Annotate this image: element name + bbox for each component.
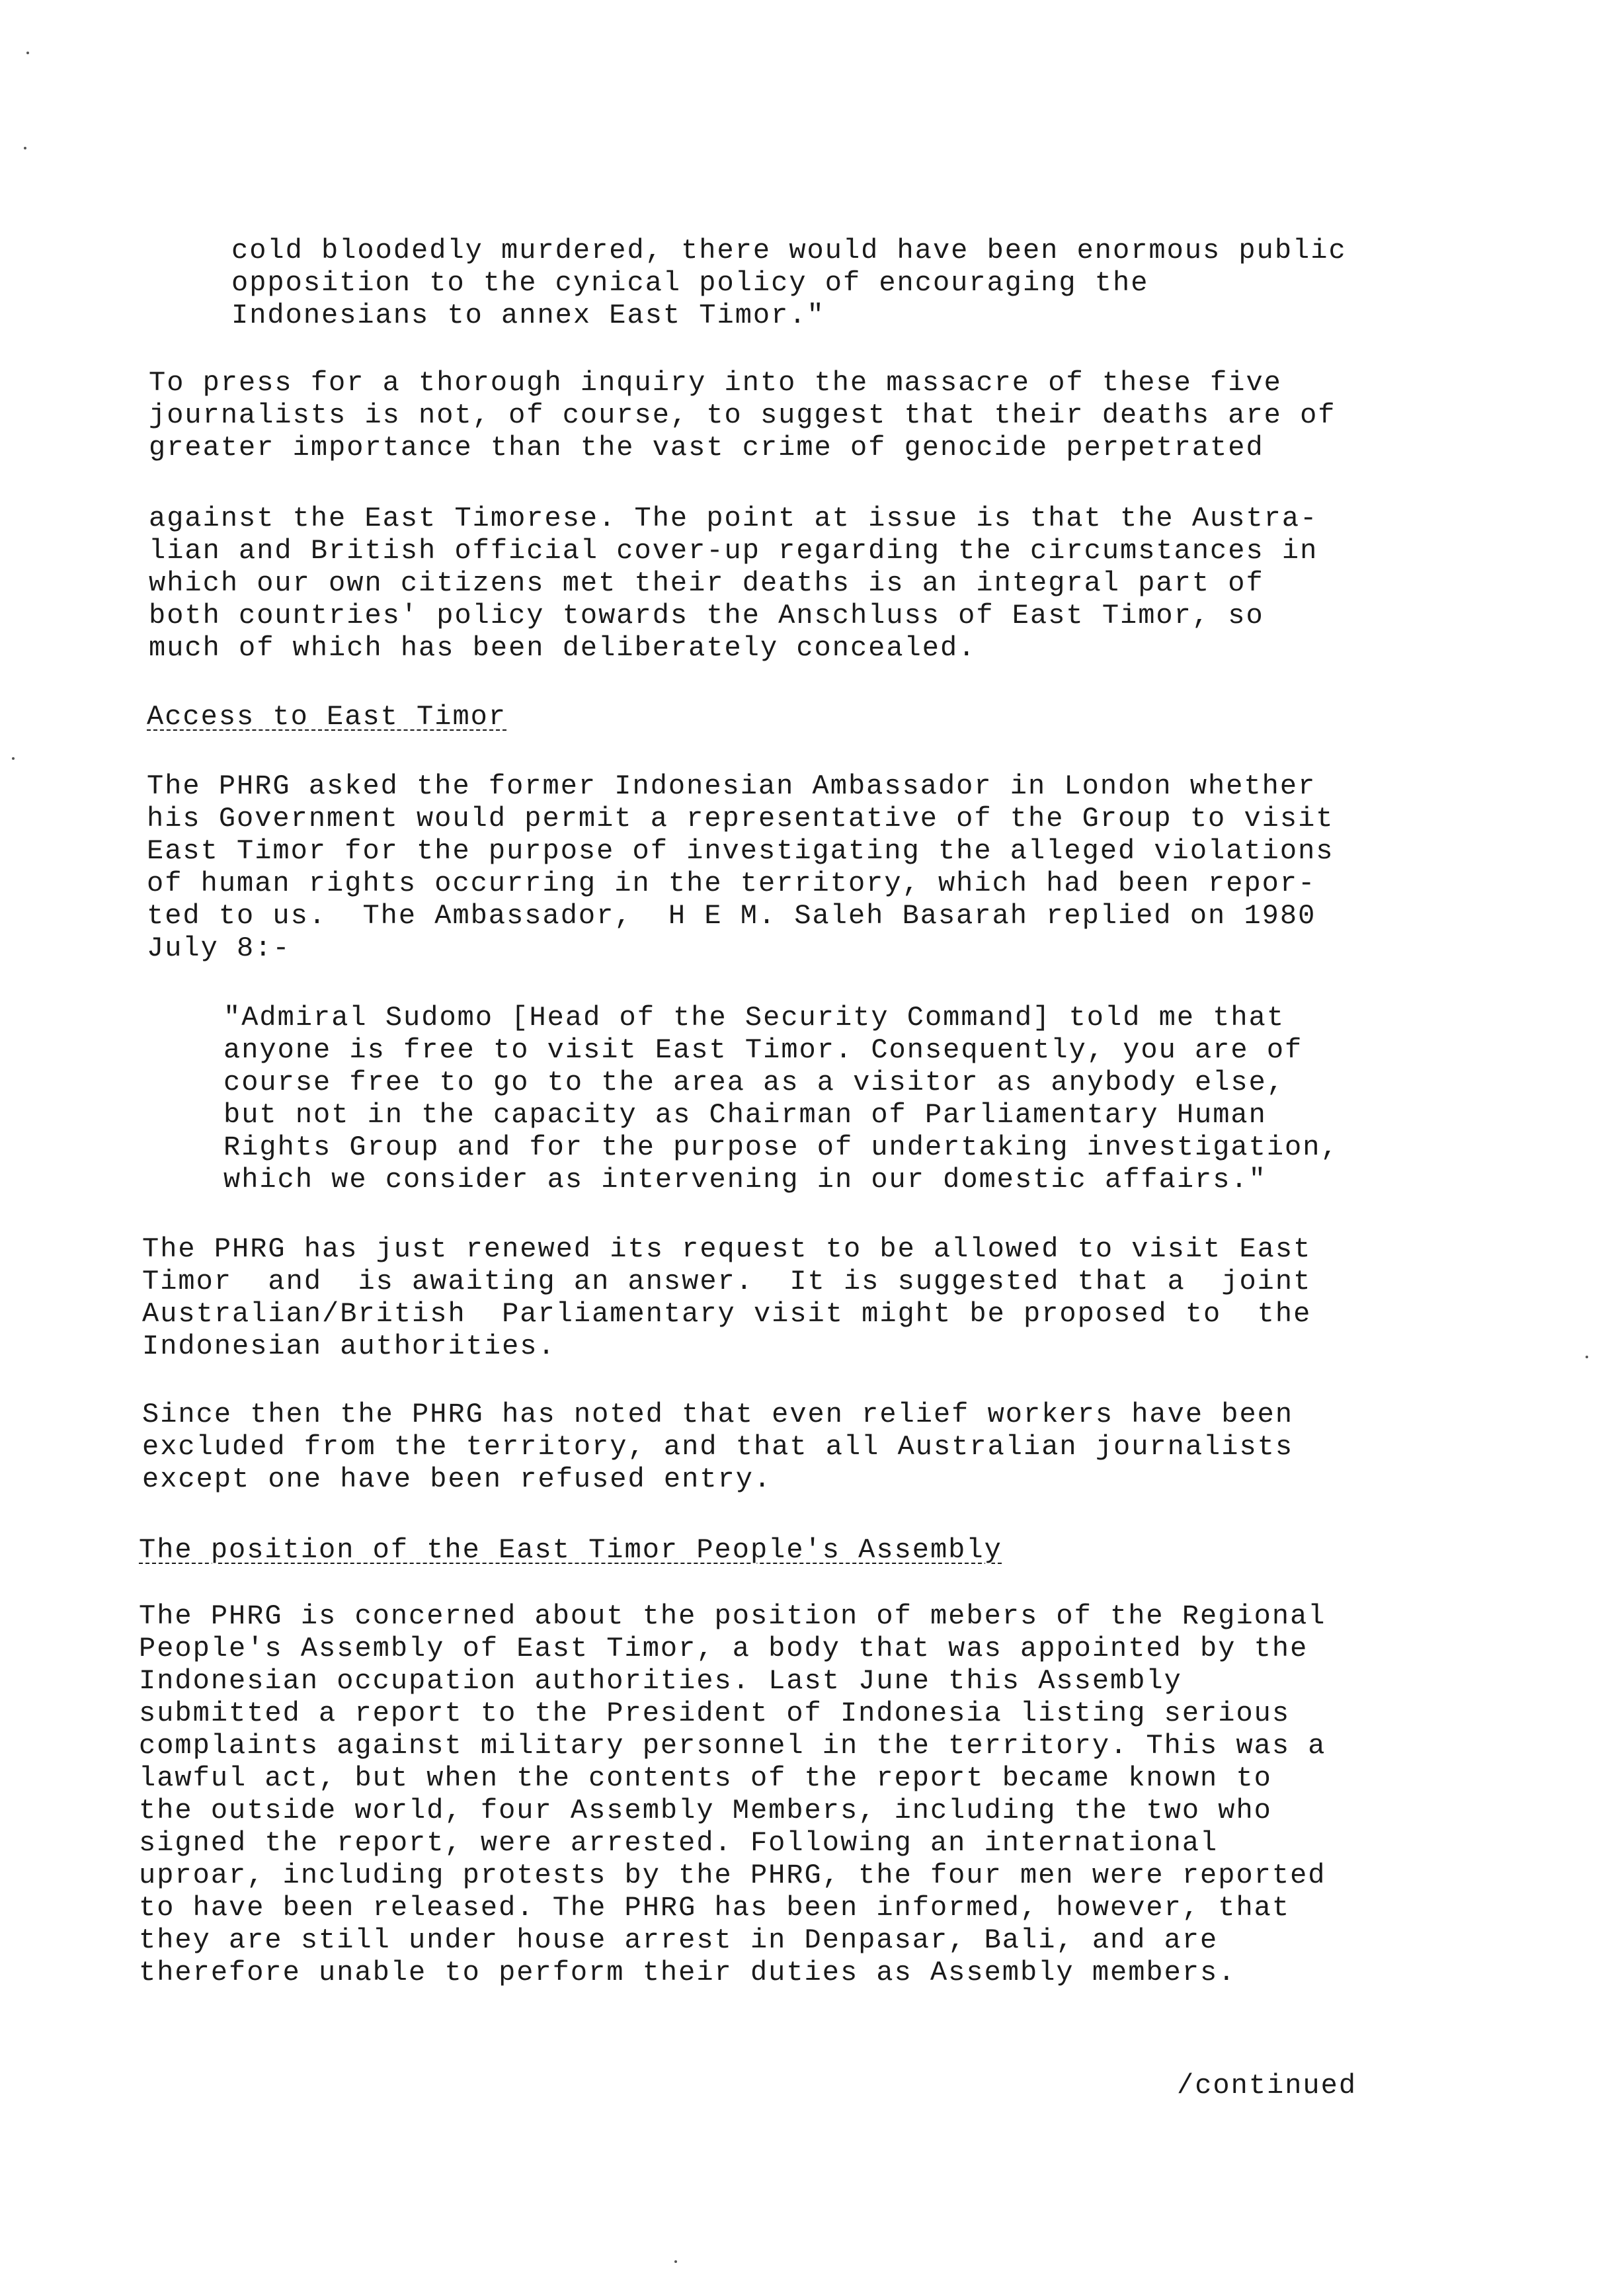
scan-speck — [26, 52, 29, 54]
scan-speck — [12, 757, 15, 760]
quote-continuation: cold bloodedly murdered, there would have been enormous public opposition to the cynical policy of encouraging the Indonesians to annex East Timor." — [231, 235, 1347, 331]
continued-marker: /continued — [1177, 2070, 1357, 2102]
heading-peoples-assembly: The position of the East Timor People's Assembly — [139, 1534, 1002, 1566]
scan-speck — [674, 2260, 677, 2263]
scan-speck — [24, 147, 26, 149]
paragraph-renewed-request: The PHRG has just renewed its request to be allowed to visit East Timor and is awaiting an answer. It is suggested that a joint Australian/British Parliamentary visit might be proposed to the Indonesian authorities. — [142, 1233, 1312, 1362]
scan-speck — [1586, 1356, 1588, 1358]
paragraph-ambassador-request: The PHRG asked the former Indonesian Ambassador in London whether his Government would permit a representative of the Group to visit East Timor for the purpose of investigating the alleged violations of human rights occurring in the territory, which had been repor- ted to us. The Ambassador, H E M. Saleh Basarah replied on 1980 July 8:- — [147, 770, 1334, 964]
heading-access-to-east-timor: Access to East Timor — [147, 701, 507, 733]
quote-admiral-sudomo: "Admiral Sudomo [Head of the Security Command] told me that anyone is free to visit East Timor. Consequently, you are of course free to go to the area as a visitor as anybody else, but not in the capacity as Chairman of Parliamentary Human Rights Group and for the purpose of undertaking investigation, which we consider as intervening in our domestic affairs." — [223, 1002, 1339, 1196]
paragraph-cover-up: against the East Timorese. The point at issue is that the Austra- lian and British official cover-up regarding the circumstances in which our own citizens met their deaths is an integral part of both countries' policy towards the Anschluss of East Timor, so much of which has been deliberately concealed. — [149, 503, 1318, 664]
paragraph-assembly: The PHRG is concerned about the position of mebers of the Regional People's Assembly of East Timor, a body that was appointed by the Indonesian occupation authorities. Last June this Assembly submitted a report to the President of Indonesia listing serious complaints against military personnel in the territory. This was a lawful act, but when the contents of the report became known to the outside world, four Assembly Members, including the two who signed the report, were arrested. Following an international uproar, including protests by the PHRG, the four men were reported to have been released. The PHRG has been informed, however, that they are still under house arrest in Denpasar, Bali, and are therefore unable to perform their duties as Assembly members. — [139, 1600, 1326, 1988]
paragraph-inquiry: To press for a thorough inquiry into the massacre of these five journalists is not, of course, to suggest that their deaths are of greater importance than the vast crime of genocide perpetrated — [149, 367, 1336, 464]
paragraph-relief-workers: Since then the PHRG has noted that even relief workers have been excluded from the territory, and that all Australian journalists except one have been refused entry. — [142, 1399, 1294, 1495]
